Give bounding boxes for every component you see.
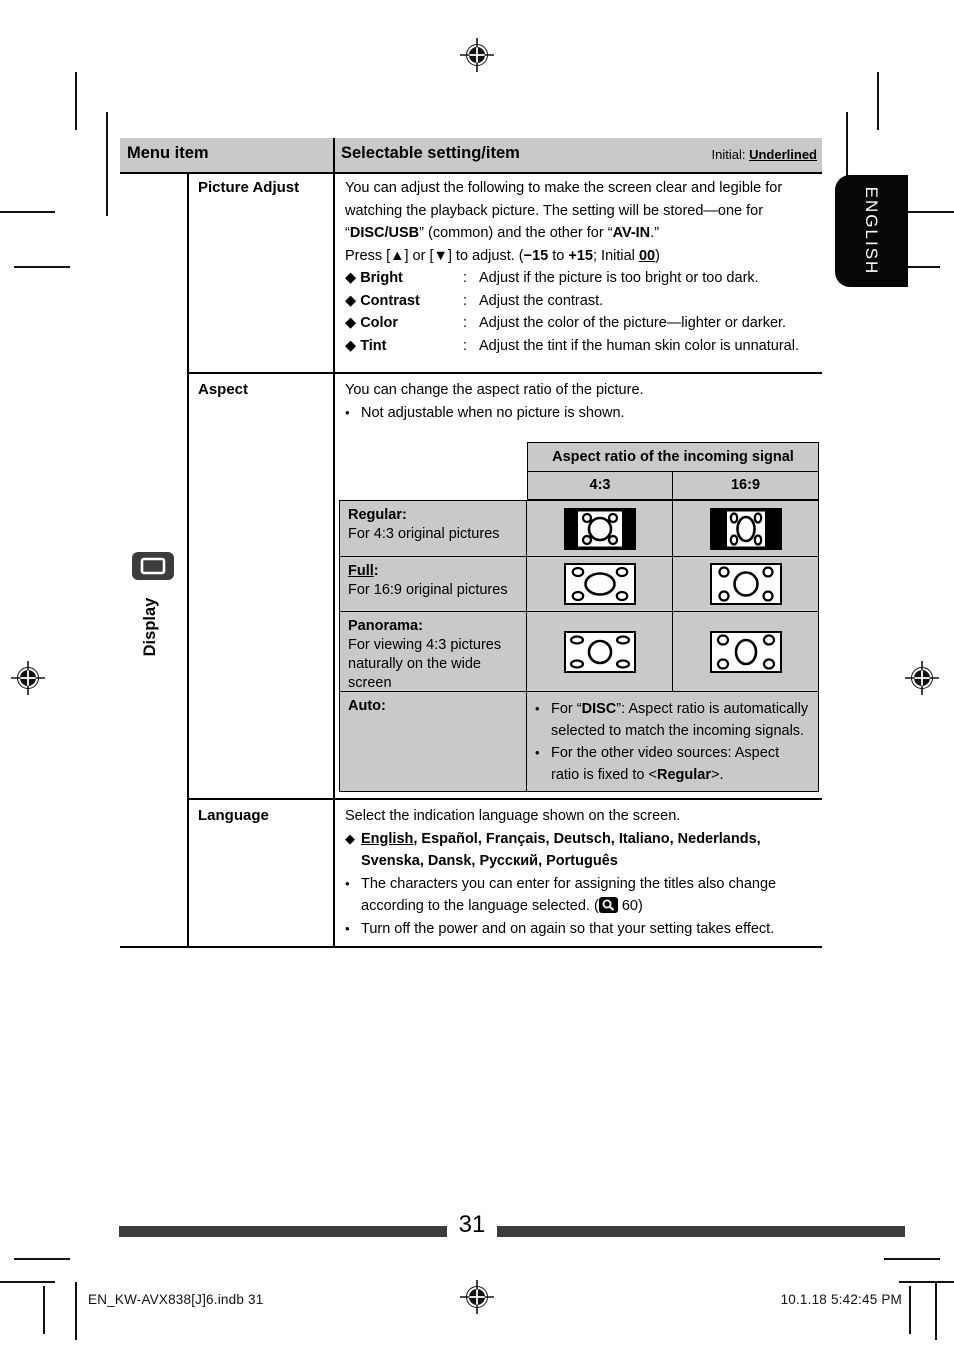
crop-mark (43, 1286, 45, 1334)
menu-item-picture-adjust: Picture Adjust (198, 179, 300, 196)
print-slug-timestamp: 10.1.18 5:42:45 PM (780, 1292, 902, 1307)
aspect-table-header: Aspect ratio of the incoming signal (527, 442, 819, 472)
crop-mark (884, 1258, 940, 1260)
crop-mark (0, 1281, 55, 1283)
page-number: 31 (458, 1211, 486, 1238)
aspect-description: You can change the aspect ratio of the picture. (345, 382, 644, 398)
picture-adjust-press-line: Press [▲] or [▼] to adjust. (−15 to +15; Initial 00) (345, 247, 660, 264)
aspect-auto-content: • For “DISC”: Aspect ratio is automatically selected to match the incoming signals. • For the other video sources: Aspect ratio is fixed to <Regular>. (527, 692, 819, 792)
aspect-note: • Not adjustable when no picture is shown. (345, 404, 625, 421)
footer-rule-right (497, 1226, 905, 1237)
aspect-regular-43-icon (564, 508, 636, 550)
aspect-ratio-table (339, 442, 819, 792)
crop-mark (106, 112, 108, 216)
registration-mark-icon (460, 1280, 494, 1314)
magnifier-page-ref-icon (599, 897, 618, 913)
language-note-1: • The characters you can enter for assigning the titles also change according to the language selected. ( 60) (345, 875, 777, 914)
category-label: Display (141, 597, 159, 657)
aspect-regular-169-icon (710, 508, 782, 550)
aspect-panorama-43-icon (564, 631, 636, 673)
aspect-regular-43-cell (527, 500, 673, 557)
language-description: Select the indication language shown on the screen. (345, 808, 681, 824)
column-header-menu-item: Menu item (127, 144, 209, 162)
crop-mark (75, 1282, 77, 1340)
menu-item-aspect: Aspect (198, 381, 249, 398)
registration-mark-icon (11, 661, 45, 695)
side-tab-label: ENGLISH (862, 186, 881, 276)
aspect-full-169-icon (710, 563, 782, 605)
crop-mark (899, 1281, 954, 1283)
picture-adjust-description: You can adjust the following to make the screen clear and legible for watching the playback picture. The setting will be stored—one for “DISC/USB” (common) and the other for “AV-IN.” (345, 180, 783, 241)
menu-item-language: Language (198, 807, 269, 824)
aspect-panorama-169-icon (710, 631, 782, 673)
language-options: ◆ English, Español, Français, Deutsch, Italiano, Nederlands, Svenska, Dansk, Русский, Português (345, 830, 761, 869)
column-header-selectable: Selectable setting/item (341, 144, 520, 162)
category-display (120, 172, 187, 948)
language-side-tab (835, 175, 908, 287)
aspect-panorama-169-cell (673, 612, 819, 692)
aspect-full-169-cell (673, 557, 819, 612)
aspect-regular-169-cell (673, 500, 819, 557)
aspect-panorama-43-cell (527, 612, 673, 692)
aspect-content (335, 374, 822, 798)
crop-mark (75, 72, 77, 130)
initial-legend: Initial: Underlined (711, 147, 817, 162)
crop-mark (0, 211, 55, 213)
crop-mark (14, 266, 70, 268)
aspect-row-auto-label: Auto: (339, 692, 527, 792)
adjust-item-color: ◆ Color : Adjust the color of the picture—lighter or darker. (345, 315, 787, 331)
aspect-col-169: 16:9 (673, 472, 819, 500)
registration-mark-icon (460, 38, 494, 72)
crop-mark (935, 1282, 937, 1340)
registration-mark-icon (905, 661, 939, 695)
aspect-row-panorama-label: Panorama: For viewing 4:3 pictures naturally on the wide screen (339, 612, 527, 692)
footer-rule-left (119, 1226, 447, 1237)
aspect-row-full-label: Full: For 16:9 original pictures (339, 557, 527, 612)
settings-table (120, 138, 822, 948)
aspect-col-43: 4:3 (527, 472, 673, 500)
adjust-item-bright: ◆ Bright : Adjust if the picture is too bright or too dark. (345, 270, 759, 286)
table-header-row (120, 138, 822, 172)
adjust-item-contrast: ◆ Contrast : Adjust the contrast. (345, 292, 604, 309)
divider (120, 946, 822, 948)
picture-adjust-content (335, 172, 822, 372)
adjust-item-tint: ◆ Tint : Adjust the tint if the human skin color is unnatural. (345, 337, 799, 354)
aspect-row-regular-label: Regular: For 4:3 original pictures (339, 500, 527, 557)
crop-mark (909, 1286, 911, 1334)
crop-mark (877, 72, 879, 130)
crop-mark (14, 1258, 70, 1260)
print-slug-filename: EN_KW-AVX838[J]6.indb 31 (88, 1292, 264, 1307)
language-content (335, 800, 822, 946)
language-note-2: • Turn off the power and on again so that your setting takes effect. (345, 920, 775, 937)
aspect-full-43-icon (564, 563, 636, 605)
aspect-full-43-cell (527, 557, 673, 612)
